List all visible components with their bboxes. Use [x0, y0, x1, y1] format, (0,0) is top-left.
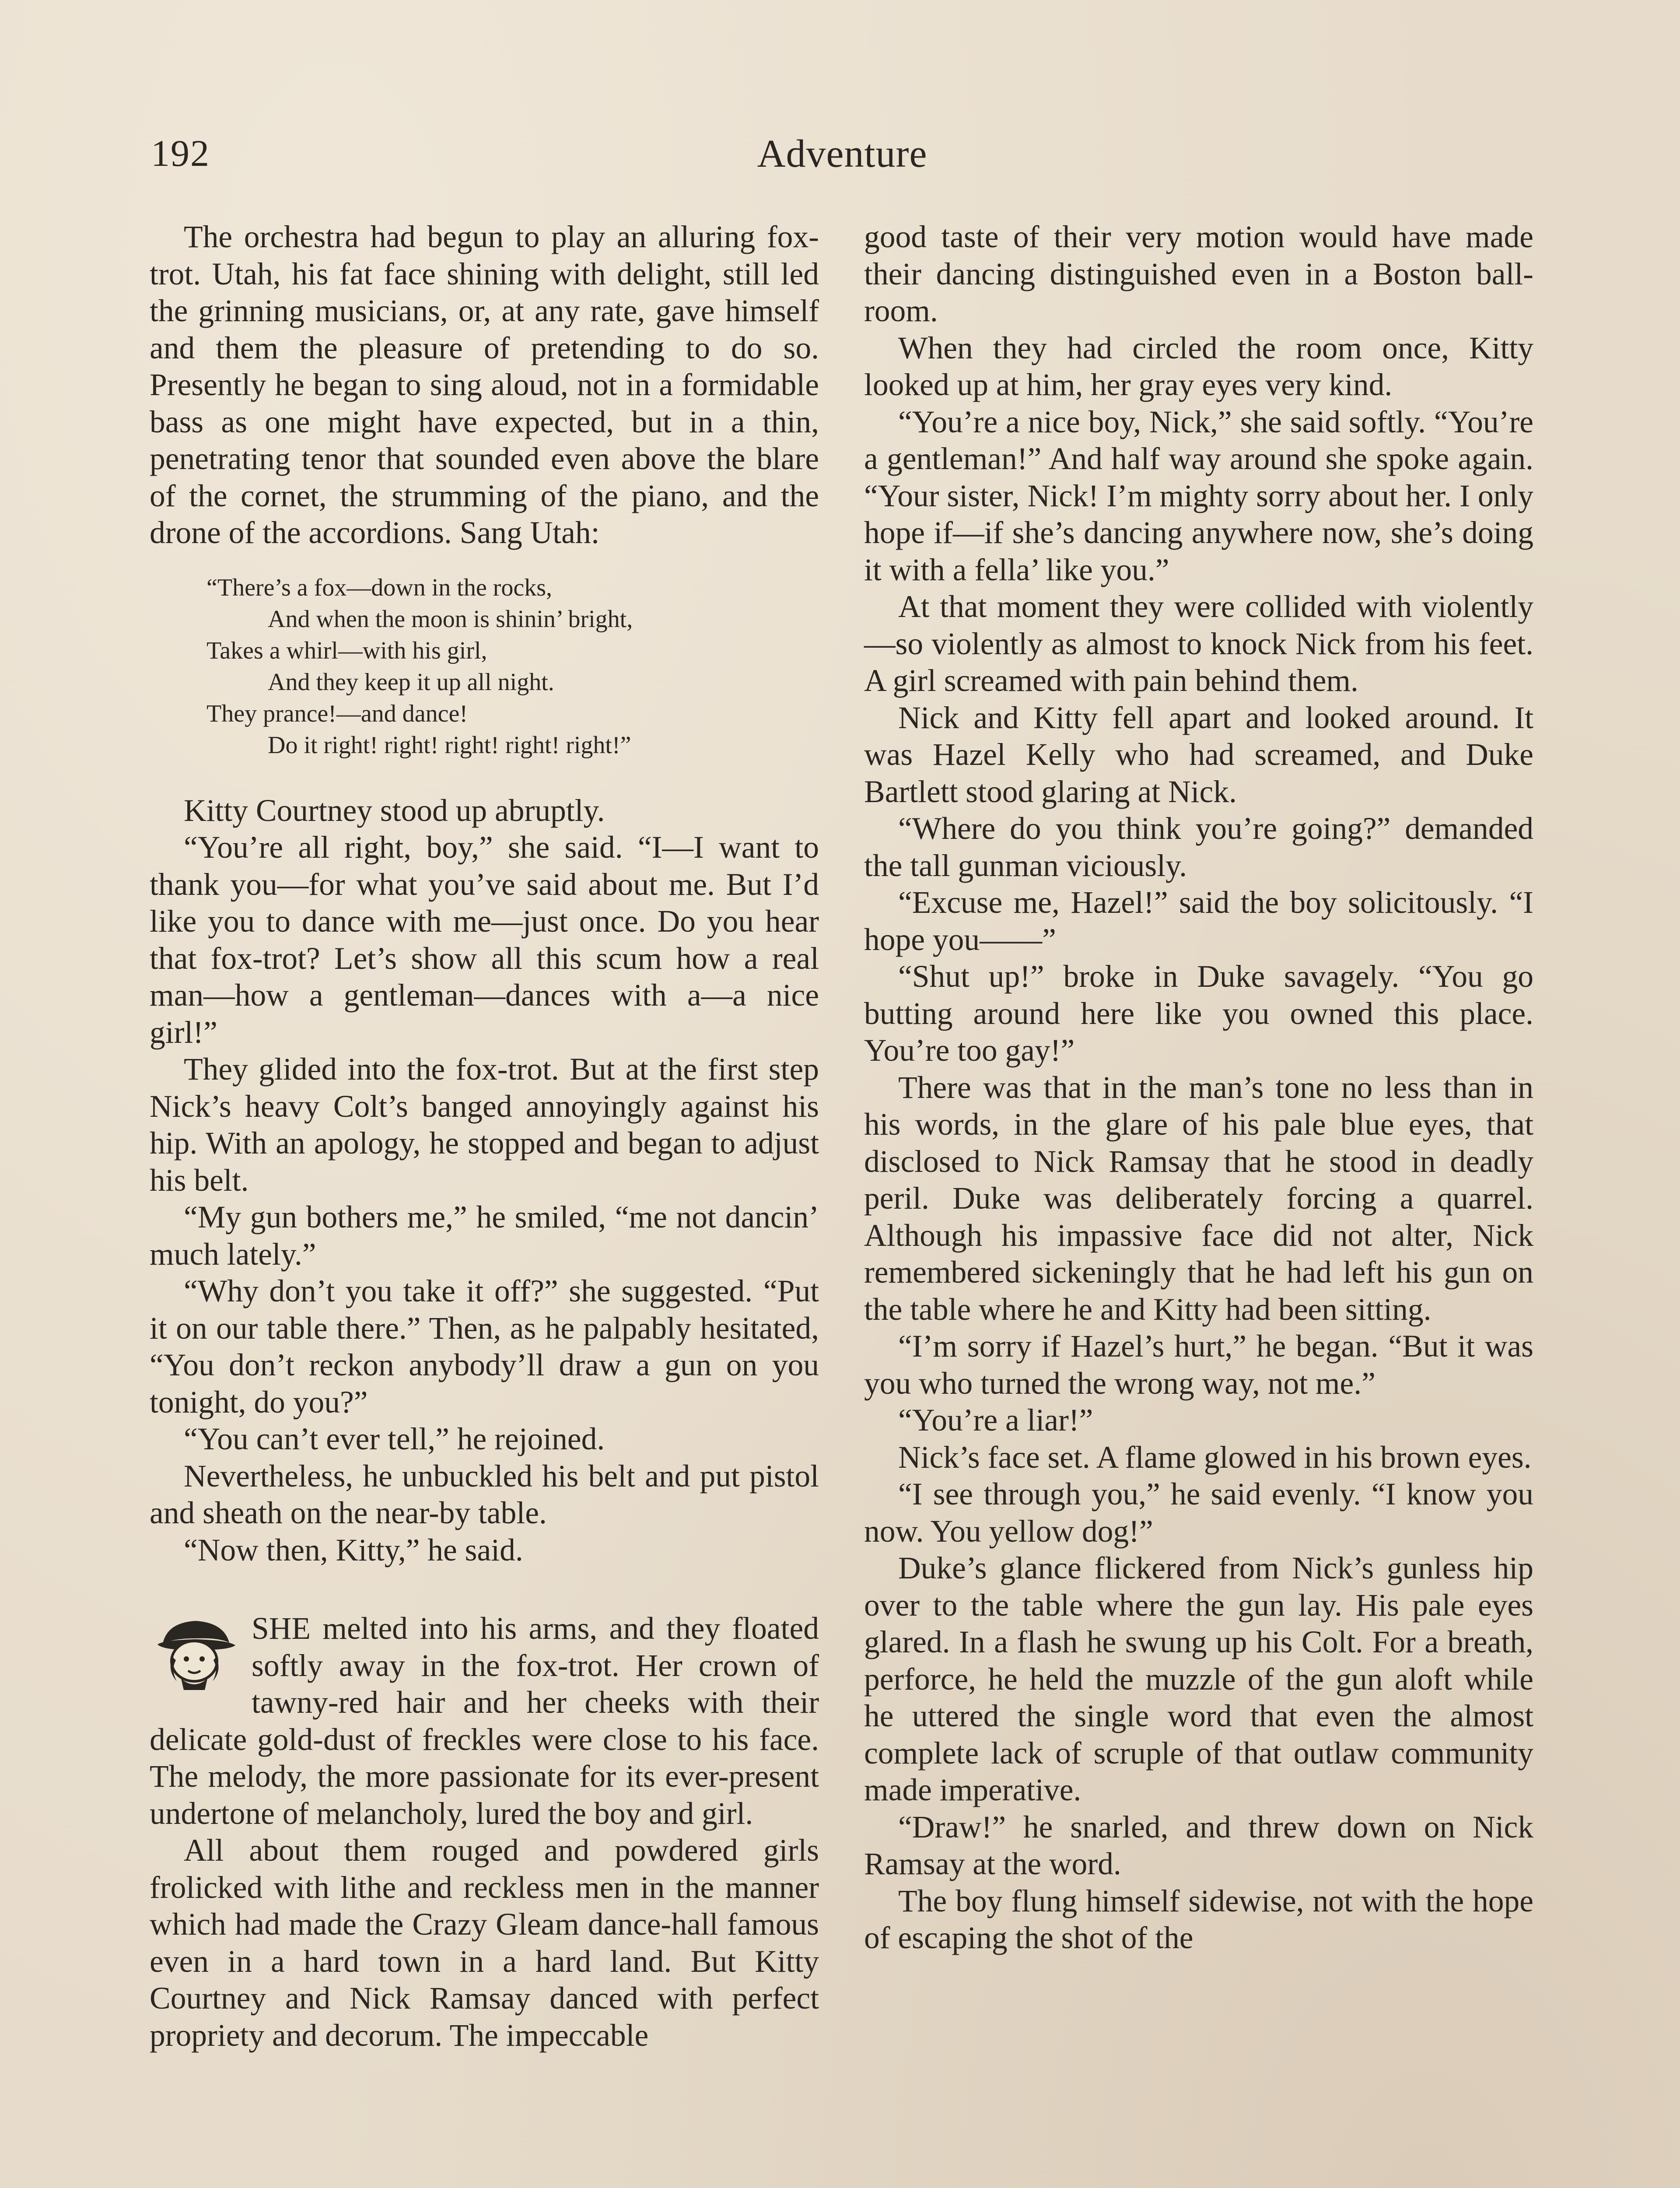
paragraph: The orchestra had begun to play an alluring fox-trot. Utah, his fat face shining with delight, still led the grinning musicians, or, at any rate, gave himself and them the pleasure of pretending to do so. Presently he began to sing aloud, not in a formidable bass as one might have expected, but in a thin, penetrating tenor that sounded even above the blare of the cornet, the strumming of the piano, and the drone of the accordions. Sang Utah: — [150, 220, 819, 550]
paragraph: “You’re a liar!” — [898, 1403, 1093, 1438]
running-head — [151, 131, 1533, 179]
paragraph: “Excuse me, Hazel!” said the boy solicitously. “I hope you——” — [864, 885, 1533, 957]
dancer-head-ornament-icon — [150, 1613, 244, 1692]
left-column — [150, 219, 819, 2054]
paragraph: good taste of their very motion would have made their dancing distinguished even in a Boston ball-room. — [864, 220, 1533, 328]
paragraph: “My gun bothers me,” he smiled, “me not dancin’ much lately.” — [150, 1200, 819, 1272]
paragraph: When they had circled the room once, Kitty looked up at him, her gray eyes very kind. — [864, 330, 1533, 402]
right-column — [864, 219, 1533, 1957]
section-break — [150, 1610, 819, 1832]
paragraph: Nevertheless, he unbuckled his belt and put pistol and sheath on the near-by table. — [150, 1459, 819, 1530]
verse-line: Do it right! right! right! right! right!” — [268, 731, 631, 759]
verse-line: And when the moon is shinin’ bright, — [268, 605, 633, 633]
paragraph: “I’m sorry if Hazel’s hurt,” he began. “But it was you who turned the wrong way, not me.” — [864, 1329, 1533, 1401]
paragraph: There was that in the man’s tone no less than in his words, in the glare of his pale blue eyes, that disclosed to Nick Ramsay that he stood in deadly peril. Duke was deliberately forcing a quarrel. Although his impassive face did not alter, Nick remembered sickeningly that he had left his gun on the table where he and Kitty had been sitting. — [864, 1070, 1533, 1327]
paragraph: “Draw!” he snarled, and threw down on Nick Ramsay at the word. — [864, 1809, 1533, 1881]
paragraph: The boy flung himself sidewise, not with the hope of escaping the shot of the — [864, 1883, 1533, 1955]
paragraph: At that moment they were collided with violently—so violently as almost to knock Nick from his feet. A girl screamed with pain behind them. — [864, 589, 1533, 698]
paragraph: All about them rouged and powdered girls frolicked with lithe and reckless men in the manner which had made the Crazy Gleam dance-hall famous even in a hard town in a hard land. But Kitty Courtney and Nick Ramsay danced with perfect propriety and decorum. The impeccable — [150, 1833, 819, 2053]
journal-title: Adventure — [757, 132, 928, 175]
paragraph: “You’re all right, boy,” she said. “I—I want to thank you—for what you’ve said about me. But I’d like you to dance with me—just once. Do you hear that fox-trot? Let’s show all this scum how a real man—how a gentleman—dances with a—a nice girl!” — [150, 830, 819, 1050]
paragraph: “Why don’t you take it off?” she suggested. “Put it on our table there.” Then, as he palpably hesitated, “You don’t reckon anybody’ll draw a gun on you tonight, do you?” — [150, 1274, 819, 1420]
paragraph: SHE melted into his arms, and they floated softly away in the fox-trot. Her crown of tawny-red hair and her cheeks with their delicate gold-dust of freckles were close to his face. The melody, the more passionate for its ever-present undertone of melancholy, lured the boy and girl. — [150, 1611, 819, 1831]
verse-line: “There’s a fox—down in the rocks, — [206, 574, 552, 601]
paragraph: “You can’t ever tell,” he rejoined. — [184, 1422, 605, 1456]
verse-line: And they keep it up all night. — [268, 668, 554, 696]
paragraph: Nick and Kitty fell apart and looked around. It was Hazel Kelly who had screamed, and Duke Bartlett stood glaring at Nick. — [864, 700, 1533, 809]
paragraph: “Now then, Kitty,” he said. — [184, 1532, 523, 1567]
page-number: 192 — [151, 132, 210, 174]
verse-line: Takes a whirl—with his girl, — [206, 637, 487, 664]
paragraph: “You’re a nice boy, Nick,” she said softly. “You’re a gentleman!” And half way around she spoke again. “Your sister, Nick! I’m mighty sorry about her. I only hope if—if she’s dancing anywhere now, she’s doing it with a fella’ like you.” — [864, 404, 1533, 587]
verse-line: They prance!—and dance! — [206, 700, 468, 727]
paragraph: “Shut up!” broke in Duke savagely. “You go butting around here like you owned this place. You’re too gay!” — [864, 959, 1533, 1068]
paragraph: Kitty Courtney stood up abruptly. — [184, 793, 605, 828]
song-verse — [150, 572, 819, 761]
paragraph: Duke’s glance flickered from Nick’s gunless hip over to the table where the gun lay. His pale eyes glared. In a flash he swung up his Colt. For a breath, perforce, he held the muzzle of the gun aloft while he uttered the single word that even the almost complete lack of scruple of that outlaw community made imperative. — [864, 1551, 1533, 1807]
paragraph: “Where do you think you’re going?” demanded the tall gunman viciously. — [864, 811, 1533, 883]
paragraph: They glided into the fox-trot. But at the first step Nick’s heavy Colt’s banged annoyingly against his hip. With an apology, he stopped and began to adjust his belt. — [150, 1052, 819, 1198]
paragraph: Nick’s face set. A flame glowed in his brown eyes. — [898, 1440, 1532, 1475]
paragraph: “I see through you,” he said evenly. “I know you now. You yellow dog!” — [864, 1477, 1533, 1549]
